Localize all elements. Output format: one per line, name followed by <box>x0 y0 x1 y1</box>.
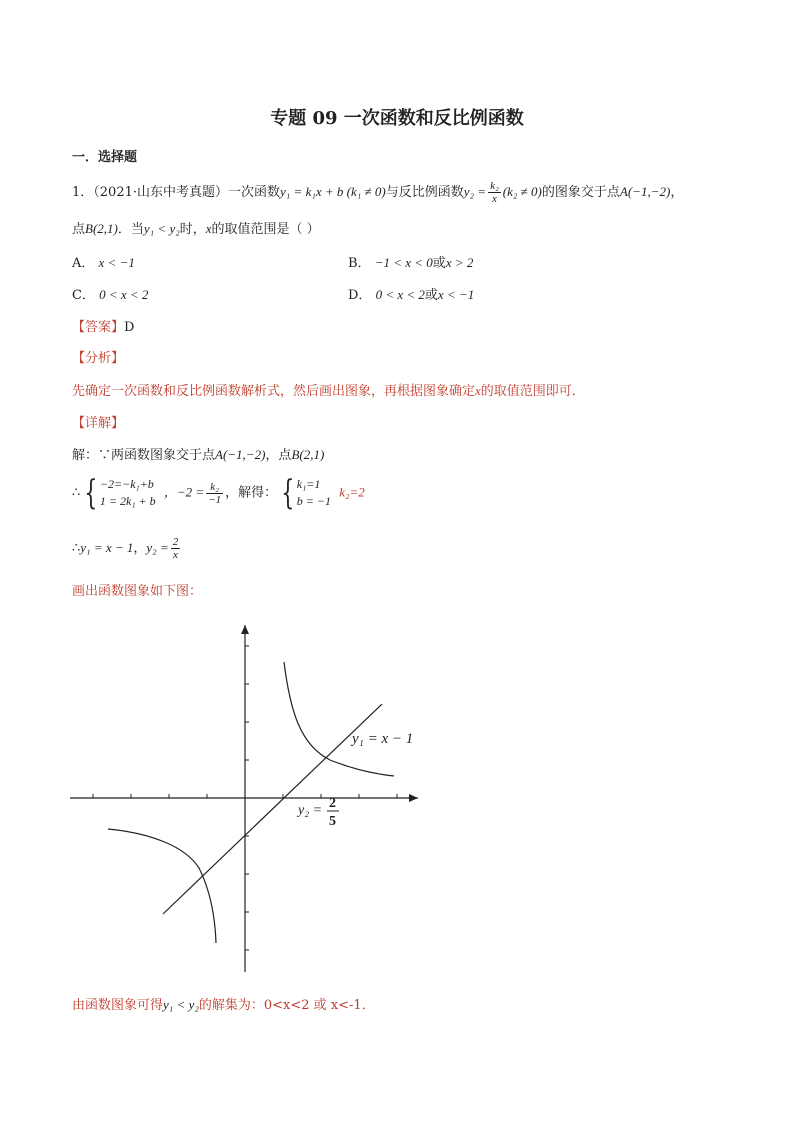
k2-equation-fraction <box>206 481 223 506</box>
option-value: 0 < x < 2 <box>99 287 149 302</box>
system-row: k₁=1 <box>296 477 321 491</box>
answer-label: 【答案】 <box>72 320 125 335</box>
system-brace: { <box>281 473 295 513</box>
question-line-2 <box>72 218 320 237</box>
inverse-eq-fraction <box>488 180 501 205</box>
hyperbola-branch-2 <box>108 829 216 943</box>
option-letter: B． <box>348 256 371 271</box>
inverse-result-lhs: y₂ = <box>146 540 169 555</box>
analysis-sentence: 先确定一次函数和反比例函数解析式，然后画出图象，再根据图象确定 <box>72 384 476 399</box>
equation-system-1 <box>100 476 156 510</box>
inequality: y₁ < y₂ <box>143 221 180 236</box>
draw-graph-text: 画出函数图象如下图： <box>72 584 203 599</box>
conclusion-text: 的解集为： <box>198 998 264 1013</box>
detail-text: 解：∵两函数图象交于点 <box>72 448 216 463</box>
option-c[interactable] <box>72 284 148 303</box>
solve-text: ，解得： <box>225 485 278 501</box>
point-a: A(−1,−2) <box>215 447 266 462</box>
answer-value: D <box>124 320 135 335</box>
question-line-1 <box>72 180 683 205</box>
question-number: 1． <box>72 185 94 200</box>
fraction-numerator: k₂ <box>206 481 223 494</box>
analysis-sentence: 的取值范围即可． <box>480 384 585 399</box>
question-text: 的图象交于点 <box>541 185 620 200</box>
equation-system-2 <box>297 476 331 510</box>
detail-line-1 <box>72 444 324 463</box>
analysis-label: 【分析】 <box>72 351 125 366</box>
variable-x: x <box>475 383 481 398</box>
option-value: x > 2 <box>445 255 474 270</box>
therefore-symbol: ∴ <box>72 541 81 556</box>
point-a: A(−1,−2) <box>619 184 671 199</box>
linear-result: y₁ = x − 1 <box>80 540 134 555</box>
page-title: 专题 09 一次函数和反比例函数 <box>270 108 524 129</box>
system-row: 1 = 2k₁ + b <box>99 494 156 508</box>
linear-equation: y₁ = k₁x + b (k₁ ≠ 0) <box>280 184 386 199</box>
option-value: −1 < x < 0 <box>374 255 433 270</box>
k2-equation-lhs: ，−2 = <box>163 484 205 500</box>
question-text: 时， <box>179 222 206 237</box>
option-b[interactable] <box>348 252 473 271</box>
therefore-symbol: ∴ <box>72 485 81 501</box>
answer-line <box>72 316 134 335</box>
option-letter: A． <box>72 256 95 271</box>
question-text: 的取值范围是（ ） <box>211 222 320 237</box>
conclusion-line <box>72 994 375 1013</box>
question-text: 与反比例函数 <box>385 185 464 200</box>
system-row: −2=−k₁+b <box>99 477 154 491</box>
inverse-eq-lhs: y₂ = <box>463 184 487 199</box>
separator: ， <box>133 541 147 556</box>
variable-x: x <box>205 221 212 236</box>
detail-result-line <box>72 536 182 561</box>
detail-text: ，点 <box>265 448 292 463</box>
inverse-eq-condition: (k₂ ≠ 0) <box>502 184 542 199</box>
fraction-denominator: x <box>491 193 497 205</box>
function-graph <box>60 615 430 980</box>
point-b: B(2,1) <box>85 221 118 236</box>
line-label: y₁ = x − 1 <box>352 731 414 747</box>
option-value: 0 < x < 2 <box>375 287 425 302</box>
detail-system-line <box>72 473 365 513</box>
fraction-numerator: k₂ <box>490 180 499 192</box>
k2-value: k₂=2 <box>339 484 365 500</box>
solution-set: 0<x<2 或 x<-1． <box>263 998 375 1013</box>
question-text: ， <box>670 185 684 200</box>
option-a[interactable] <box>72 252 135 271</box>
point-b: B(2,1) <box>291 447 325 462</box>
option-d[interactable] <box>348 284 474 303</box>
conclusion-text: 由函数图象可得 <box>72 998 164 1013</box>
linear-function-line <box>163 704 382 914</box>
fraction-numerator: 2 <box>172 536 179 548</box>
hyperbola-branch-1 <box>284 662 394 776</box>
option-value: x < −1 <box>437 287 475 302</box>
option-letter: C． <box>72 288 95 303</box>
system-row: b = −1 <box>296 494 331 508</box>
curve-label-denominator: 5 <box>329 814 336 829</box>
inverse-result-fraction <box>171 536 181 561</box>
curve-label-lhs: y₂ = <box>298 803 323 818</box>
system-brace: { <box>84 473 98 513</box>
inequality: y₁ < y₂ <box>163 997 199 1012</box>
detail-label: 【详解】 <box>72 416 125 431</box>
section-heading: 一．选择题 <box>72 150 138 165</box>
question-text: ．当 <box>117 222 144 237</box>
curve-label-numerator: 2 <box>329 796 336 811</box>
question-source: （2021·山东中考真题） <box>93 185 228 200</box>
option-letter: D． <box>348 288 372 303</box>
question-text: 点 <box>72 222 86 237</box>
fraction-denominator: −1 <box>208 493 222 506</box>
option-or: 或 <box>432 256 446 271</box>
analysis-text <box>72 380 585 399</box>
option-value: x < −1 <box>98 255 135 270</box>
question-text: 一次函数 <box>228 185 281 200</box>
fraction-denominator: x <box>173 549 178 561</box>
option-or: 或 <box>424 288 438 303</box>
